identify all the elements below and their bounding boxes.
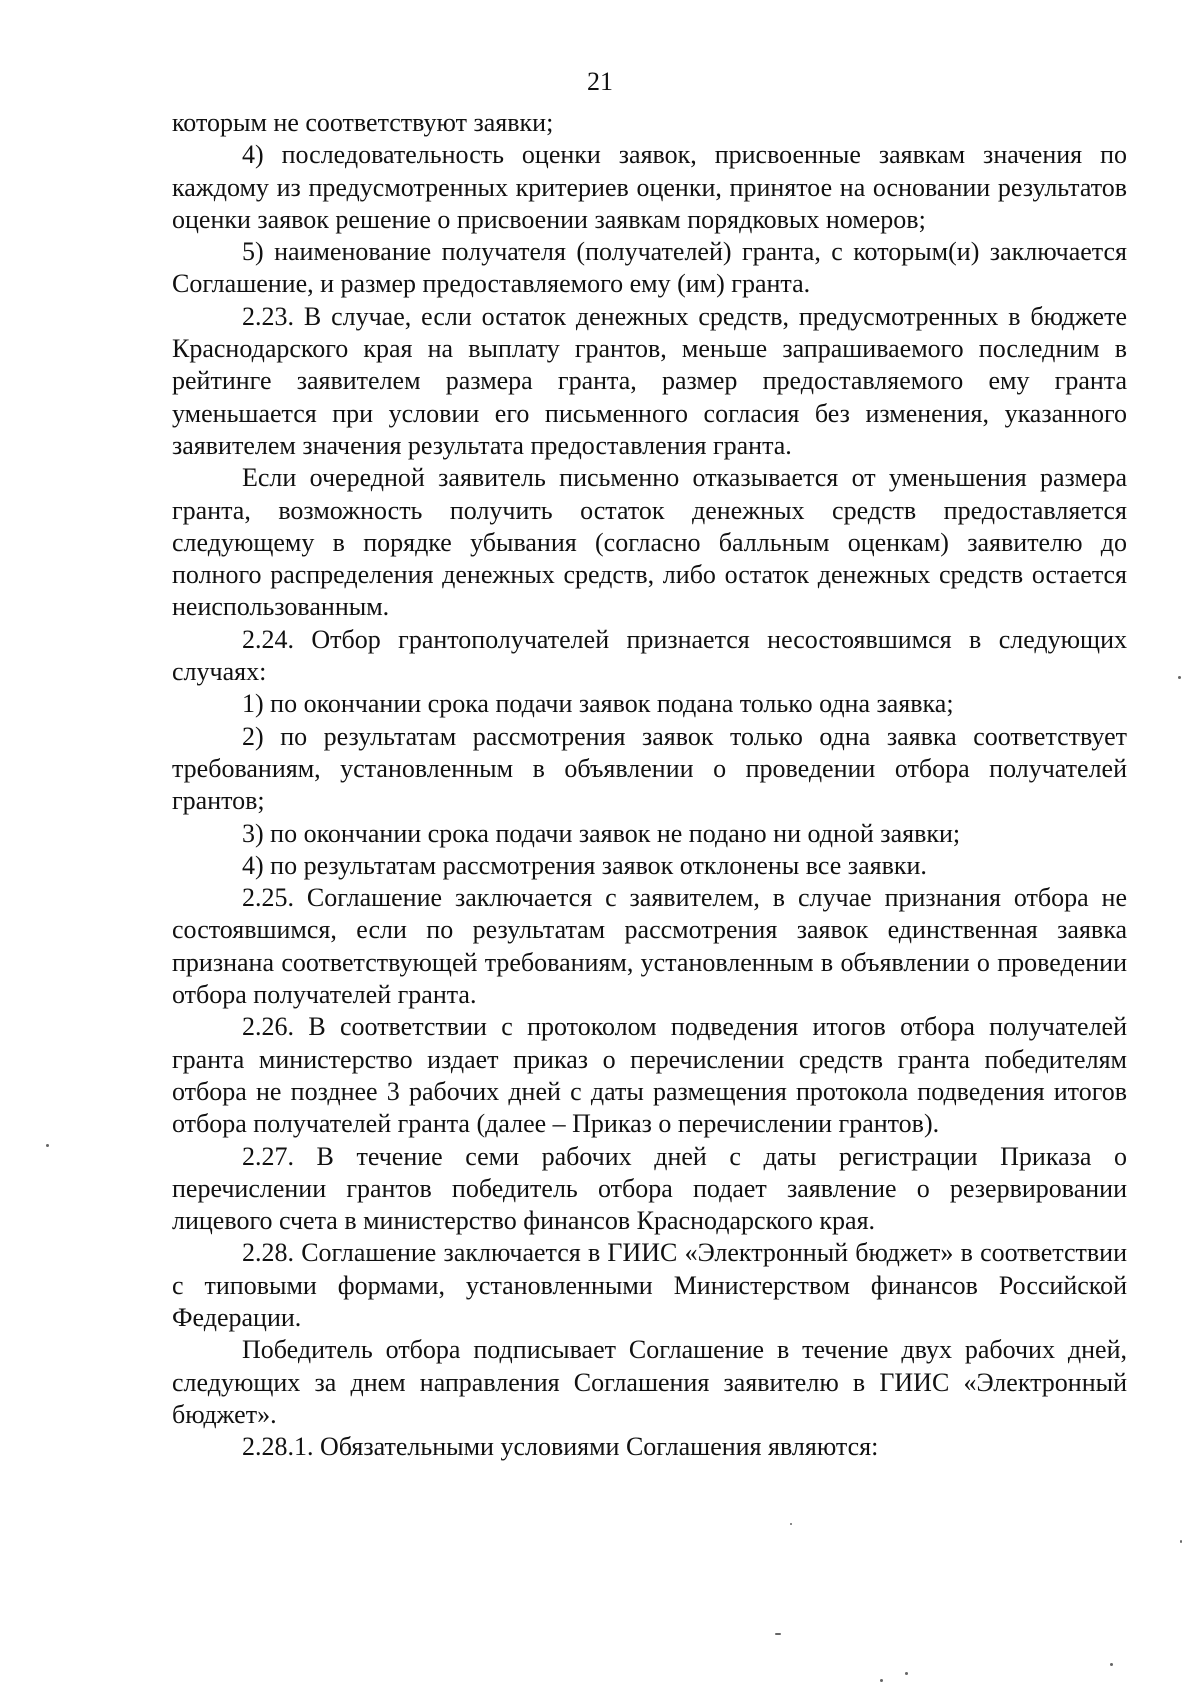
paragraph-2-23-continued: Если очередной заявитель письменно отказывается от уменьшения размера гранта, возможность получить остаток денежных средств предоставляется следующему в порядке убывания (согласно балльным оценкам) заявителю до полного распределения денежных средств, либо остаток денежных средств остается неиспользованным. — [172, 463, 1127, 622]
page-number: 21 — [587, 67, 613, 96]
paragraph-2-27: 2.27. В течение семи рабочих дней с даты регистрации Приказа о перечислении грантов победитель отбора подает заявление о резервировании лицевого счета в министерство финансов Краснодарского края. — [172, 1141, 1127, 1236]
scan-speck — [46, 1144, 49, 1147]
paragraph-2-24-item-2: 2) по результатам рассмотрения заявок только одна заявка соответствует требованиям, установленным в объявлении о проведении отбора получателей грантов; — [172, 721, 1127, 816]
paragraph-2-26: 2.26. В соответствии с протоколом подведения итогов отбора получателей гранта министерство издает приказ о перечислении средств гранта победителям отбора не позднее 3 рабочих дней с даты размещения протокола подведения итогов отбора получателей гранта (далее – Приказ о перечислении грантов). — [172, 1012, 1127, 1139]
paragraph-continuation: которым не соответствуют заявки; — [172, 108, 554, 137]
paragraph-2-28-continued: Победитель отбора подписывает Соглашение в течение двух рабочих дней, следующих за днем направления Соглашения заявителю в ГИИС «Электронный бюджет». — [172, 1335, 1127, 1429]
paragraph-2-28: 2.28. Соглашение заключается в ГИИС «Электронный бюджет» в соответствии с типовыми формами, установленными Министерством финансов Российской Федерации. — [172, 1238, 1127, 1332]
scan-speck — [905, 1672, 908, 1675]
paragraph-2-24: 2.24. Отбор грантополучателей признается несостоявшимся в следующих случаях: — [172, 624, 1127, 687]
paragraph-2-24-item-4: 4) по результатам рассмотрения заявок отклонены все заявки. — [242, 850, 927, 880]
paragraph-2-24-item-1: 1) по окончании срока подачи заявок подана только одна заявка; — [242, 689, 954, 719]
scan-speck — [775, 1633, 781, 1635]
scan-speck — [1110, 1663, 1113, 1666]
paragraph-2-23: 2.23. В случае, если остаток денежных средств, предусмотренных в бюджете Краснодарского края на выплату грантов, меньше запрашиваемого последним в рейтинге заявителем размера гранта, размер предоставляемого ему гранта уменьшается при условии его письменного согласия без изменения, указанного заявителем значения результата предоставления гранта. — [172, 301, 1127, 460]
paragraph-2-24-item-3: 3) по окончании срока подачи заявок не подано ни одной заявки; — [242, 818, 961, 848]
paragraph-2-25: 2.25. Соглашение заключается с заявителем, в случае признания отбора не состоявшимся, если по результатам рассмотрения заявок единственная заявка признана соответствующей требованиям, установленным в объявлении о проведении отбора получателей гранта. — [172, 883, 1127, 1010]
scan-speck — [1180, 1540, 1182, 1543]
paragraph-item-5: 5) наименование получателя (получателей) гранта, с которым(и) заключается Соглашение, и размер предоставляемого ему (им) гранта. — [172, 237, 1127, 299]
scan-speck — [1178, 676, 1181, 679]
document-body — [172, 107, 1127, 1463]
scan-speck — [880, 1679, 883, 1682]
scan-speck — [790, 1523, 792, 1525]
paragraph-item-4: 4) последовательность оценки заявок, присвоенные заявкам значения по каждому из предусмотренных критериев оценки, принятое на основании результатов оценки заявок решение о присвоении заявкам порядковых номеров; — [172, 140, 1127, 234]
paragraph-2-28-1: 2.28.1. Обязательными условиями Соглашения являются: — [242, 1432, 879, 1462]
